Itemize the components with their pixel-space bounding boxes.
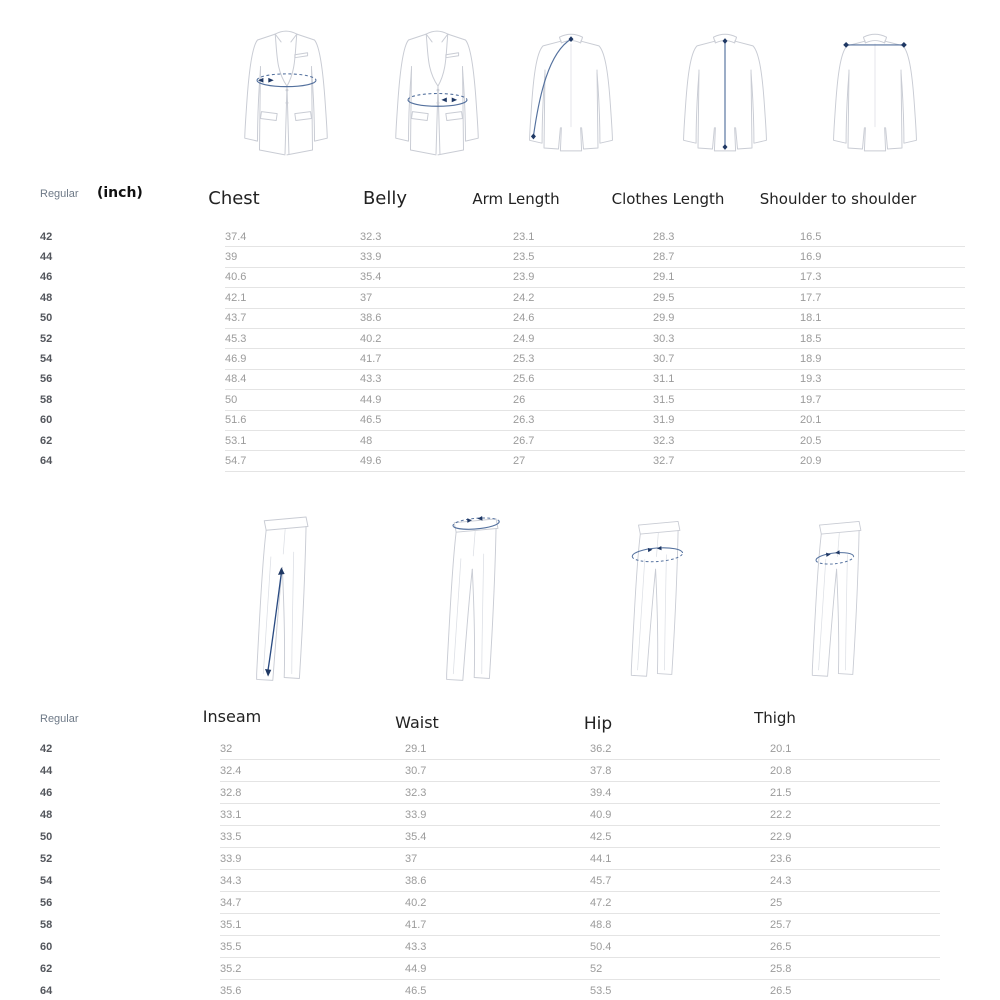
table-row — [40, 390, 965, 410]
pants-table-unit-row — [40, 709, 79, 727]
measurement-value: 45.3 — [225, 328, 360, 348]
measurement-value: 26.3 — [513, 410, 653, 430]
measurement-value: 37.4 — [225, 227, 360, 247]
measurement-value: 44.9 — [405, 958, 590, 980]
measurement-value: 25.6 — [513, 369, 653, 389]
size-label: 50 — [40, 830, 53, 843]
column-header-arm-length: Arm Length — [472, 190, 560, 208]
measurement-value: 22.9 — [770, 826, 940, 848]
measurement-value: 29.5 — [653, 288, 800, 308]
measurement-value: 26.5 — [770, 936, 940, 958]
measurement-value: 39 — [225, 247, 360, 267]
measurement-value: 28.7 — [653, 247, 800, 267]
measurement-value: 33.1 — [220, 804, 405, 826]
measurement-value: 30.3 — [653, 328, 800, 348]
measurement-value: 30.7 — [653, 349, 800, 369]
table-row — [40, 980, 940, 1000]
pants-inseam-measure-icon — [250, 512, 326, 692]
column-header-thigh: Thigh — [754, 709, 796, 727]
measurement-value: 34.7 — [220, 892, 405, 914]
table-row — [40, 892, 940, 914]
size-label: 46 — [40, 271, 53, 284]
measurement-value: 26 — [513, 390, 653, 410]
regular-fit-label: Regular — [40, 188, 79, 200]
measurement-value: 34.3 — [220, 870, 405, 892]
table-row — [40, 288, 965, 308]
size-label: 50 — [40, 312, 53, 325]
measurement-value: 28.3 — [653, 227, 800, 247]
measurement-value: 16.9 — [800, 247, 965, 267]
table-row — [40, 227, 965, 247]
measurement-value: 24.9 — [513, 328, 653, 348]
measurement-value: 53.5 — [590, 980, 770, 1000]
measurement-value: 20.5 — [800, 430, 965, 450]
table-row — [40, 914, 940, 936]
inseam-indicator — [265, 567, 285, 676]
table-row — [40, 870, 940, 892]
measurement-value: 29.1 — [653, 267, 800, 287]
pants-thigh-measure-icon — [806, 512, 878, 692]
size-label: 62 — [40, 962, 53, 975]
measurement-value: 52 — [590, 958, 770, 980]
measurement-value: 18.5 — [800, 328, 965, 348]
jacket-table-unit-row — [40, 184, 143, 202]
table-row — [40, 936, 940, 958]
size-label: 44 — [40, 251, 53, 264]
measurement-value: 30.7 — [405, 760, 590, 782]
size-label: 62 — [40, 434, 53, 447]
measurement-value: 32.3 — [360, 227, 513, 247]
measurement-value: 26.5 — [770, 980, 940, 1000]
size-label: 48 — [40, 808, 53, 821]
measurement-value: 49.6 — [360, 451, 513, 471]
measurement-value: 24.6 — [513, 308, 653, 328]
measurement-value: 20.1 — [770, 738, 940, 760]
size-label: 42 — [40, 230, 53, 243]
measurement-value: 46.5 — [405, 980, 590, 1000]
measurement-value: 32.3 — [653, 430, 800, 450]
measurement-value: 33.9 — [360, 247, 513, 267]
table-row — [40, 247, 965, 267]
measurement-value: 20.8 — [770, 760, 940, 782]
table-row — [40, 328, 965, 348]
table-row — [40, 369, 965, 389]
measurement-value: 18.9 — [800, 349, 965, 369]
measurement-value: 41.7 — [360, 349, 513, 369]
measurement-value: 27 — [513, 451, 653, 471]
measurement-value: 43.3 — [360, 369, 513, 389]
table-row — [40, 804, 940, 826]
measurement-value: 23.5 — [513, 247, 653, 267]
measurement-value: 35.6 — [220, 980, 405, 1000]
table-row — [40, 410, 965, 430]
measurement-value: 48.8 — [590, 914, 770, 936]
measurement-value: 26.7 — [513, 430, 653, 450]
table-row — [40, 760, 940, 782]
measurement-value: 25.8 — [770, 958, 940, 980]
measurement-value: 29.9 — [653, 308, 800, 328]
measurement-value: 47.2 — [590, 892, 770, 914]
table-row — [40, 430, 965, 450]
measurement-value: 33.5 — [220, 826, 405, 848]
measurement-value: 50.4 — [590, 936, 770, 958]
measurement-value: 36.2 — [590, 738, 770, 760]
measurement-value: 42.5 — [590, 826, 770, 848]
size-label: 60 — [40, 414, 53, 427]
measurement-value: 25.7 — [770, 914, 940, 936]
measurement-value: 44.9 — [360, 390, 513, 410]
measurement-value: 35.5 — [220, 936, 405, 958]
pants-hip-measure-icon — [625, 512, 697, 692]
size-label: 46 — [40, 786, 53, 799]
measurement-value: 40.2 — [360, 328, 513, 348]
measurement-value: 45.7 — [590, 870, 770, 892]
measurement-value: 53.1 — [225, 430, 360, 450]
measurement-value: 32.4 — [220, 760, 405, 782]
measurement-value: 31.9 — [653, 410, 800, 430]
measurement-value: 41.7 — [405, 914, 590, 936]
table-row — [40, 958, 940, 980]
measurement-value: 23.6 — [770, 848, 940, 870]
measurement-value: 35.4 — [360, 267, 513, 287]
unit-label: (inch) — [96, 185, 143, 201]
measurement-value: 18.1 — [800, 308, 965, 328]
pants-waist-measure-icon — [440, 512, 516, 692]
measurement-value: 37 — [405, 848, 590, 870]
measurement-value: 20.9 — [800, 451, 965, 471]
column-header-clothes-length: Clothes Length — [611, 190, 725, 208]
measurement-value: 32 — [220, 738, 405, 760]
measurement-value: 19.7 — [800, 390, 965, 410]
measurement-value: 35.2 — [220, 958, 405, 980]
measurement-value: 42.1 — [225, 288, 360, 308]
size-label: 56 — [40, 373, 53, 386]
jacket-front-chest-measure-icon — [232, 24, 340, 164]
arm-length-indicator — [531, 36, 574, 139]
measurement-value: 40.2 — [405, 892, 590, 914]
measurement-value: 43.7 — [225, 308, 360, 328]
measurement-value: 46.5 — [360, 410, 513, 430]
measurement-value: 38.6 — [360, 308, 513, 328]
size-label: 52 — [40, 332, 53, 345]
table-row — [40, 848, 940, 870]
column-header-inseam: Inseam — [202, 707, 262, 726]
size-label: 42 — [40, 742, 53, 755]
column-header-shoulder-to-shoulder: Shoulder to shoulder — [759, 190, 917, 208]
measurement-value: 37.8 — [590, 760, 770, 782]
measurement-value: 23.9 — [513, 267, 653, 287]
measurement-value: 25 — [770, 892, 940, 914]
thigh-girth-indicator — [815, 549, 854, 566]
measurement-value: 17.3 — [800, 267, 965, 287]
measurement-value: 22.2 — [770, 804, 940, 826]
column-header-hip: Hip — [583, 714, 613, 734]
measurement-value: 37 — [360, 288, 513, 308]
table-row — [40, 308, 965, 328]
size-label: 64 — [40, 984, 53, 997]
size-label: 54 — [40, 353, 53, 366]
jacket-front-belly-measure-icon — [383, 24, 491, 164]
table-row — [40, 267, 965, 287]
measurement-value: 33.9 — [405, 804, 590, 826]
measurement-value: 23.1 — [513, 227, 653, 247]
measurement-value: 35.1 — [220, 914, 405, 936]
measurement-value: 32.7 — [653, 451, 800, 471]
measurement-value: 40.6 — [225, 267, 360, 287]
measurement-value: 33.9 — [220, 848, 405, 870]
measurement-value: 46.9 — [225, 349, 360, 369]
jacket-back-shoulder-measure-icon — [822, 26, 928, 164]
table-row — [40, 826, 940, 848]
column-header-chest: Chest — [208, 188, 260, 209]
measurement-value: 44.1 — [590, 848, 770, 870]
jacket-back-clothes-length-measure-icon — [672, 26, 778, 164]
measurement-value: 51.6 — [225, 410, 360, 430]
measurement-value: 40.9 — [590, 804, 770, 826]
measurement-value: 16.5 — [800, 227, 965, 247]
jacket-back-arm-length-measure-icon — [518, 26, 624, 164]
measurement-value: 19.3 — [800, 369, 965, 389]
size-label: 64 — [40, 454, 53, 467]
measurement-value: 21.5 — [770, 782, 940, 804]
measurement-value: 54.7 — [225, 451, 360, 471]
table-row — [40, 349, 965, 369]
measurement-value: 43.3 — [405, 936, 590, 958]
table-row — [40, 738, 940, 760]
column-header-waist: Waist — [395, 713, 439, 732]
regular-fit-label: Regular — [40, 713, 79, 725]
measurement-value: 24.3 — [770, 870, 940, 892]
size-label: 58 — [40, 918, 53, 931]
measurement-value: 35.4 — [405, 826, 590, 848]
measurement-value: 31.1 — [653, 369, 800, 389]
measurement-value: 32.3 — [405, 782, 590, 804]
size-label: 48 — [40, 291, 53, 304]
size-label: 44 — [40, 764, 53, 777]
measurement-value: 25.3 — [513, 349, 653, 369]
jacket-size-table — [40, 227, 965, 472]
table-row — [40, 782, 940, 804]
clothes-length-indicator — [722, 38, 727, 150]
size-label: 60 — [40, 940, 53, 953]
table-row — [40, 451, 965, 471]
measurement-value: 20.1 — [800, 410, 965, 430]
size-label: 52 — [40, 852, 53, 865]
size-label: 56 — [40, 896, 53, 909]
measurement-value: 48 — [360, 430, 513, 450]
measurement-value: 17.7 — [800, 288, 965, 308]
measurement-value: 50 — [225, 390, 360, 410]
measurement-value: 48.4 — [225, 369, 360, 389]
measurement-value: 32.8 — [220, 782, 405, 804]
measurement-value: 29.1 — [405, 738, 590, 760]
size-label: 58 — [40, 393, 53, 406]
measurement-value: 39.4 — [590, 782, 770, 804]
measurement-value: 38.6 — [405, 870, 590, 892]
pants-size-table — [40, 738, 940, 1000]
measurement-value: 31.5 — [653, 390, 800, 410]
column-header-belly: Belly — [362, 188, 408, 209]
measurement-value: 24.2 — [513, 288, 653, 308]
size-label: 54 — [40, 874, 53, 887]
